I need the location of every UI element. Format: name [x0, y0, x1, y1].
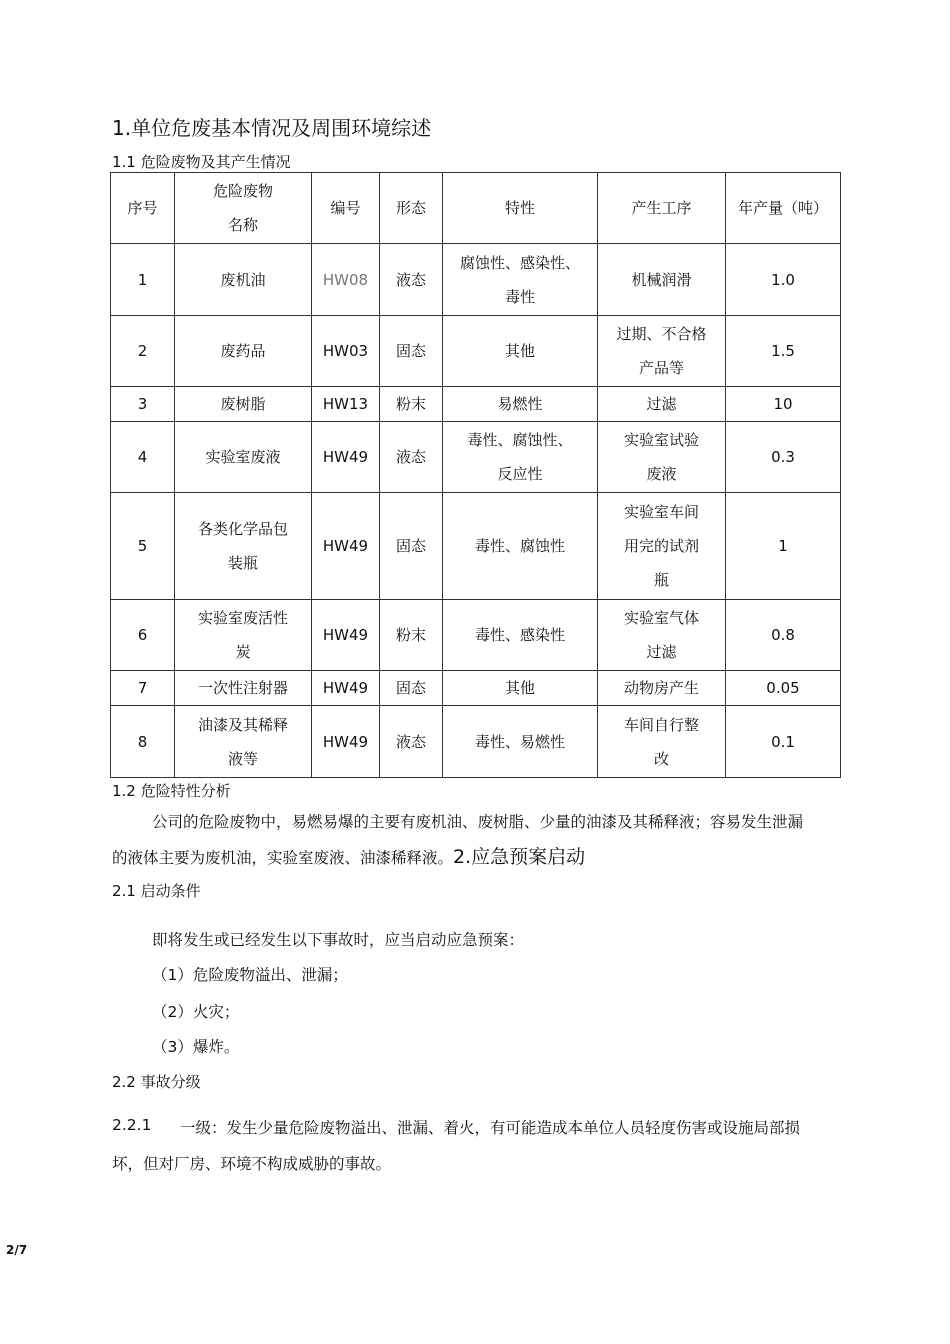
table-cell: 实验室废活性 炭: [175, 600, 312, 671]
table-cell: 液态: [380, 244, 443, 316]
table-cell: 1: [111, 244, 175, 316]
table-cell: 7: [111, 671, 175, 706]
paragraph-line: 一级：发生少量危险废物溢出、泄漏、着火，有可能造成本单位人员轻度伤害或设施局部损: [180, 1119, 801, 1137]
paragraph-line: 公司的危险废物中，易燃易爆的主要有废机油、废树脂、少量的油漆及其稀释液；容易发生泄漏: [152, 813, 804, 831]
header-cell: 编号: [312, 173, 380, 244]
conditions-intro: 即将发生或已经发生以下事故时，应当启动应急预案：: [152, 931, 525, 949]
table-cell: 0.05: [726, 671, 841, 706]
table-cell: HW49: [312, 671, 380, 706]
table-row: [111, 493, 841, 600]
table-cell: 6: [111, 600, 175, 671]
table-cell: 实验室车间 用完的试剂 瓶: [598, 493, 726, 600]
table-cell: 过滤: [598, 387, 726, 422]
table-cell: 固态: [380, 493, 443, 600]
table-row: [111, 387, 841, 422]
table-cell: HW49: [312, 600, 380, 671]
list-item: （1）危险废物溢出、泄漏；: [152, 966, 348, 984]
subsection-heading-1-2: 1.2 危险特性分析: [112, 782, 231, 800]
table-cell: 毒性、腐蚀性: [443, 493, 598, 600]
table-cell: HW49: [312, 422, 380, 493]
list-item: （2）火灾；: [152, 1003, 240, 1021]
table-row: [111, 316, 841, 387]
table-cell: 其他: [443, 316, 598, 387]
paragraph-line: 坏，但对厂房、环境不构成威胁的事故。: [112, 1155, 392, 1173]
table-cell: 固态: [380, 671, 443, 706]
table-cell: 实验室试验 废液: [598, 422, 726, 493]
table-header-row: [111, 173, 841, 244]
header-cell: 产生工序: [598, 173, 726, 244]
subsection-heading-2-1: 2.1 启动条件: [112, 882, 201, 900]
table-row: [111, 600, 841, 671]
table-cell: HW49: [312, 493, 380, 600]
level-number: 2.2.1: [112, 1116, 152, 1134]
table-cell: 废树脂: [175, 387, 312, 422]
table-cell: 2: [111, 316, 175, 387]
header-cell: 危险废物 名称: [175, 173, 312, 244]
table-cell: 1: [726, 493, 841, 600]
table-cell: 车间自行整 改: [598, 706, 726, 778]
table-cell: 实验室废液: [175, 422, 312, 493]
table-row: [111, 422, 841, 493]
table-cell: 0.8: [726, 600, 841, 671]
page-number: 2/7: [6, 1243, 28, 1257]
table-cell: 一次性注射器: [175, 671, 312, 706]
table-cell: 其他: [443, 671, 598, 706]
table-row: [111, 706, 841, 778]
table-cell: 毒性、腐蚀性、 反应性: [443, 422, 598, 493]
table-cell: 毒性、感染性: [443, 600, 598, 671]
subsection-heading-2-2: 2.2 事故分级: [112, 1073, 201, 1091]
list-item: （3）爆炸。: [152, 1038, 240, 1056]
table-cell: 0.3: [726, 422, 841, 493]
table-cell: 过期、不合格 产品等: [598, 316, 726, 387]
table-cell: 腐蚀性、感染性、 毒性: [443, 244, 598, 316]
table-cell: 8: [111, 706, 175, 778]
subsection-heading-1-1: 1.1 危险废物及其产生情况: [112, 153, 291, 171]
hazardous-waste-table: [110, 172, 841, 778]
table-cell: 各类化学品包 装瓶: [175, 493, 312, 600]
table-cell: 粉末: [380, 600, 443, 671]
table-cell: 机械润滑: [598, 244, 726, 316]
table-cell: 液态: [380, 706, 443, 778]
table-cell: 固态: [380, 316, 443, 387]
section-heading-2: 2.应急预案启动: [453, 846, 586, 868]
section-heading-1: 1.单位危废基本情况及周围环境综述: [112, 116, 432, 140]
table-row: [111, 671, 841, 706]
table-cell: 废机油: [175, 244, 312, 316]
table-cell: 废药品: [175, 316, 312, 387]
table-cell: HW13: [312, 387, 380, 422]
table-cell: 易燃性: [443, 387, 598, 422]
table-cell: 实验室气体 过滤: [598, 600, 726, 671]
table-cell: 1.0: [726, 244, 841, 316]
header-cell: 年产量（吨）: [726, 173, 841, 244]
table-cell: 10: [726, 387, 841, 422]
table-cell: 3: [111, 387, 175, 422]
table-cell: 油漆及其稀释 液等: [175, 706, 312, 778]
table-cell: HW03: [312, 316, 380, 387]
header-cell: 特性: [443, 173, 598, 244]
paragraph-line: [112, 842, 585, 869]
table-cell: 粉末: [380, 387, 443, 422]
table-cell: HW08: [312, 244, 380, 316]
table-row: [111, 244, 841, 316]
paragraph-text: 的液体主要为废机油，实验室废液、油漆稀释液。: [112, 849, 454, 867]
header-cell: 形态: [380, 173, 443, 244]
table-cell: 0.1: [726, 706, 841, 778]
table-cell: 5: [111, 493, 175, 600]
header-cell: 序号: [111, 173, 175, 244]
table-cell: 4: [111, 422, 175, 493]
table-cell: 动物房产生: [598, 671, 726, 706]
table-cell: 液态: [380, 422, 443, 493]
table-cell: 毒性、易燃性: [443, 706, 598, 778]
table-cell: 1.5: [726, 316, 841, 387]
table-cell: HW49: [312, 706, 380, 778]
